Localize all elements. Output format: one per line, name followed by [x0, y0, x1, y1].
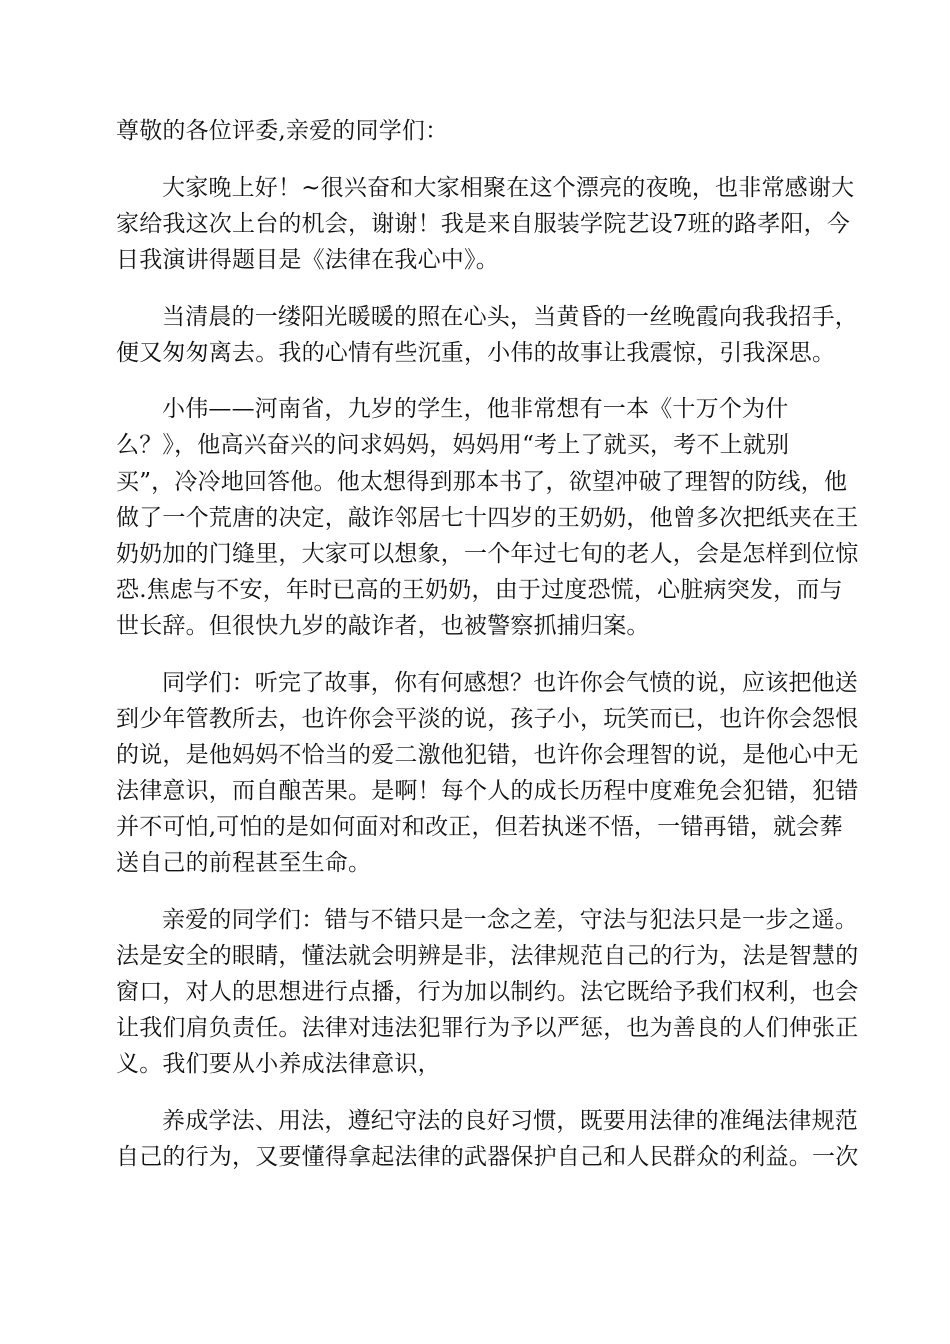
- paragraph-line: 法律意识，而自酿苦果。是啊！每个人的成长历程中度难免会犯错，犯错: [116, 778, 859, 804]
- paragraph-line: 到少年管教所去，也许你会平淡的说，孩子小，玩笑而已，也许你会怨恨: [116, 706, 859, 732]
- paragraph-line: 送自己的前程甚至生命。: [116, 850, 372, 876]
- paragraph-line: 大家晚上好！~很兴奋和大家相聚在这个漂亮的夜晚，也非常感谢大: [162, 175, 855, 201]
- salutation: 尊敬的各位评委,亲爱的同学们：: [116, 118, 449, 144]
- paragraph-line: 便又匆匆离去。我的心情有些沉重，小伟的故事让我震惊，引我深思。: [116, 340, 836, 366]
- paragraph-line: 么？》，他高兴奋兴的问求妈妈，妈妈用“考上了就买，考不上就别: [116, 432, 790, 458]
- paragraph-line: 小伟——河南省，九岁的学生，他非常想有一本《十万个为什: [162, 396, 789, 422]
- paragraph-line: 的说，是他妈妈不恰当的爱二激他犯错，也许你会理智的说，是他心中无: [116, 742, 859, 768]
- paragraph-line: 日我演讲得题目是《法律在我心中》。: [116, 247, 499, 273]
- paragraph-line: 当清晨的一缕阳光暖暖的照在心头，当黄昏的一丝晚霞向我我招手，: [162, 304, 858, 330]
- paragraph-line: 奶奶加的门缝里，大家可以想象，一个年过七旬的老人，会是怎样到位惊: [116, 541, 859, 567]
- paragraph-line: 养成学法、用法，遵纪守法的良好习惯，既要用法律的准绳法律规范: [162, 1108, 858, 1134]
- paragraph-line: 让我们肩负责任。法律对违法犯罪行为予以严惩，也为善良的人们伸张正: [116, 1015, 859, 1041]
- paragraph-line: 窗口，对人的思想进行点播，行为加以制约。法它既给予我们权利，也会: [116, 979, 859, 1005]
- paragraph-line: 并不可怕,可怕的是如何面对和改正，但若执迷不悟，一错再错，就会葬: [116, 814, 843, 840]
- paragraph-line: 义。我们要从小养成法律意识，: [116, 1051, 441, 1077]
- paragraph-line: 家给我这次上台的机会，谢谢！我是来自服装学院艺设7班的路孝阳，今: [116, 211, 851, 237]
- paragraph-line: 亲爱的同学们：错与不错只是一念之差，守法与犯法只是一步之遥。: [162, 907, 858, 933]
- paragraph-line: 做了一个荒唐的决定，敲诈邻居七十四岁的王奶奶，他曾多次把纸夹在王: [116, 505, 859, 531]
- paragraph-line: 恐.焦虑与不安，年时已高的王奶奶，由于过度恐慌，心脏病突发，而与: [116, 577, 843, 603]
- paragraph-line: 自己的行为，又要懂得拿起法律的武器保护自己和人民群众的利益。一次: [116, 1144, 859, 1170]
- paragraph-line: 同学们：听完了故事，你有何感想？也许你会气愤的说，应该把他送: [162, 670, 858, 696]
- paragraph-line: 法是安全的眼睛，懂法就会明辨是非，法律规范自己的行为，法是智慧的: [116, 943, 859, 969]
- paragraph-line: 买”，冷冷地回答他。他太想得到那本书了，欲望冲破了理智的防线，他: [116, 469, 848, 495]
- paragraph-line: 世长辞。但很快九岁的敲诈者，也被警察抓捕归案。: [116, 613, 650, 639]
